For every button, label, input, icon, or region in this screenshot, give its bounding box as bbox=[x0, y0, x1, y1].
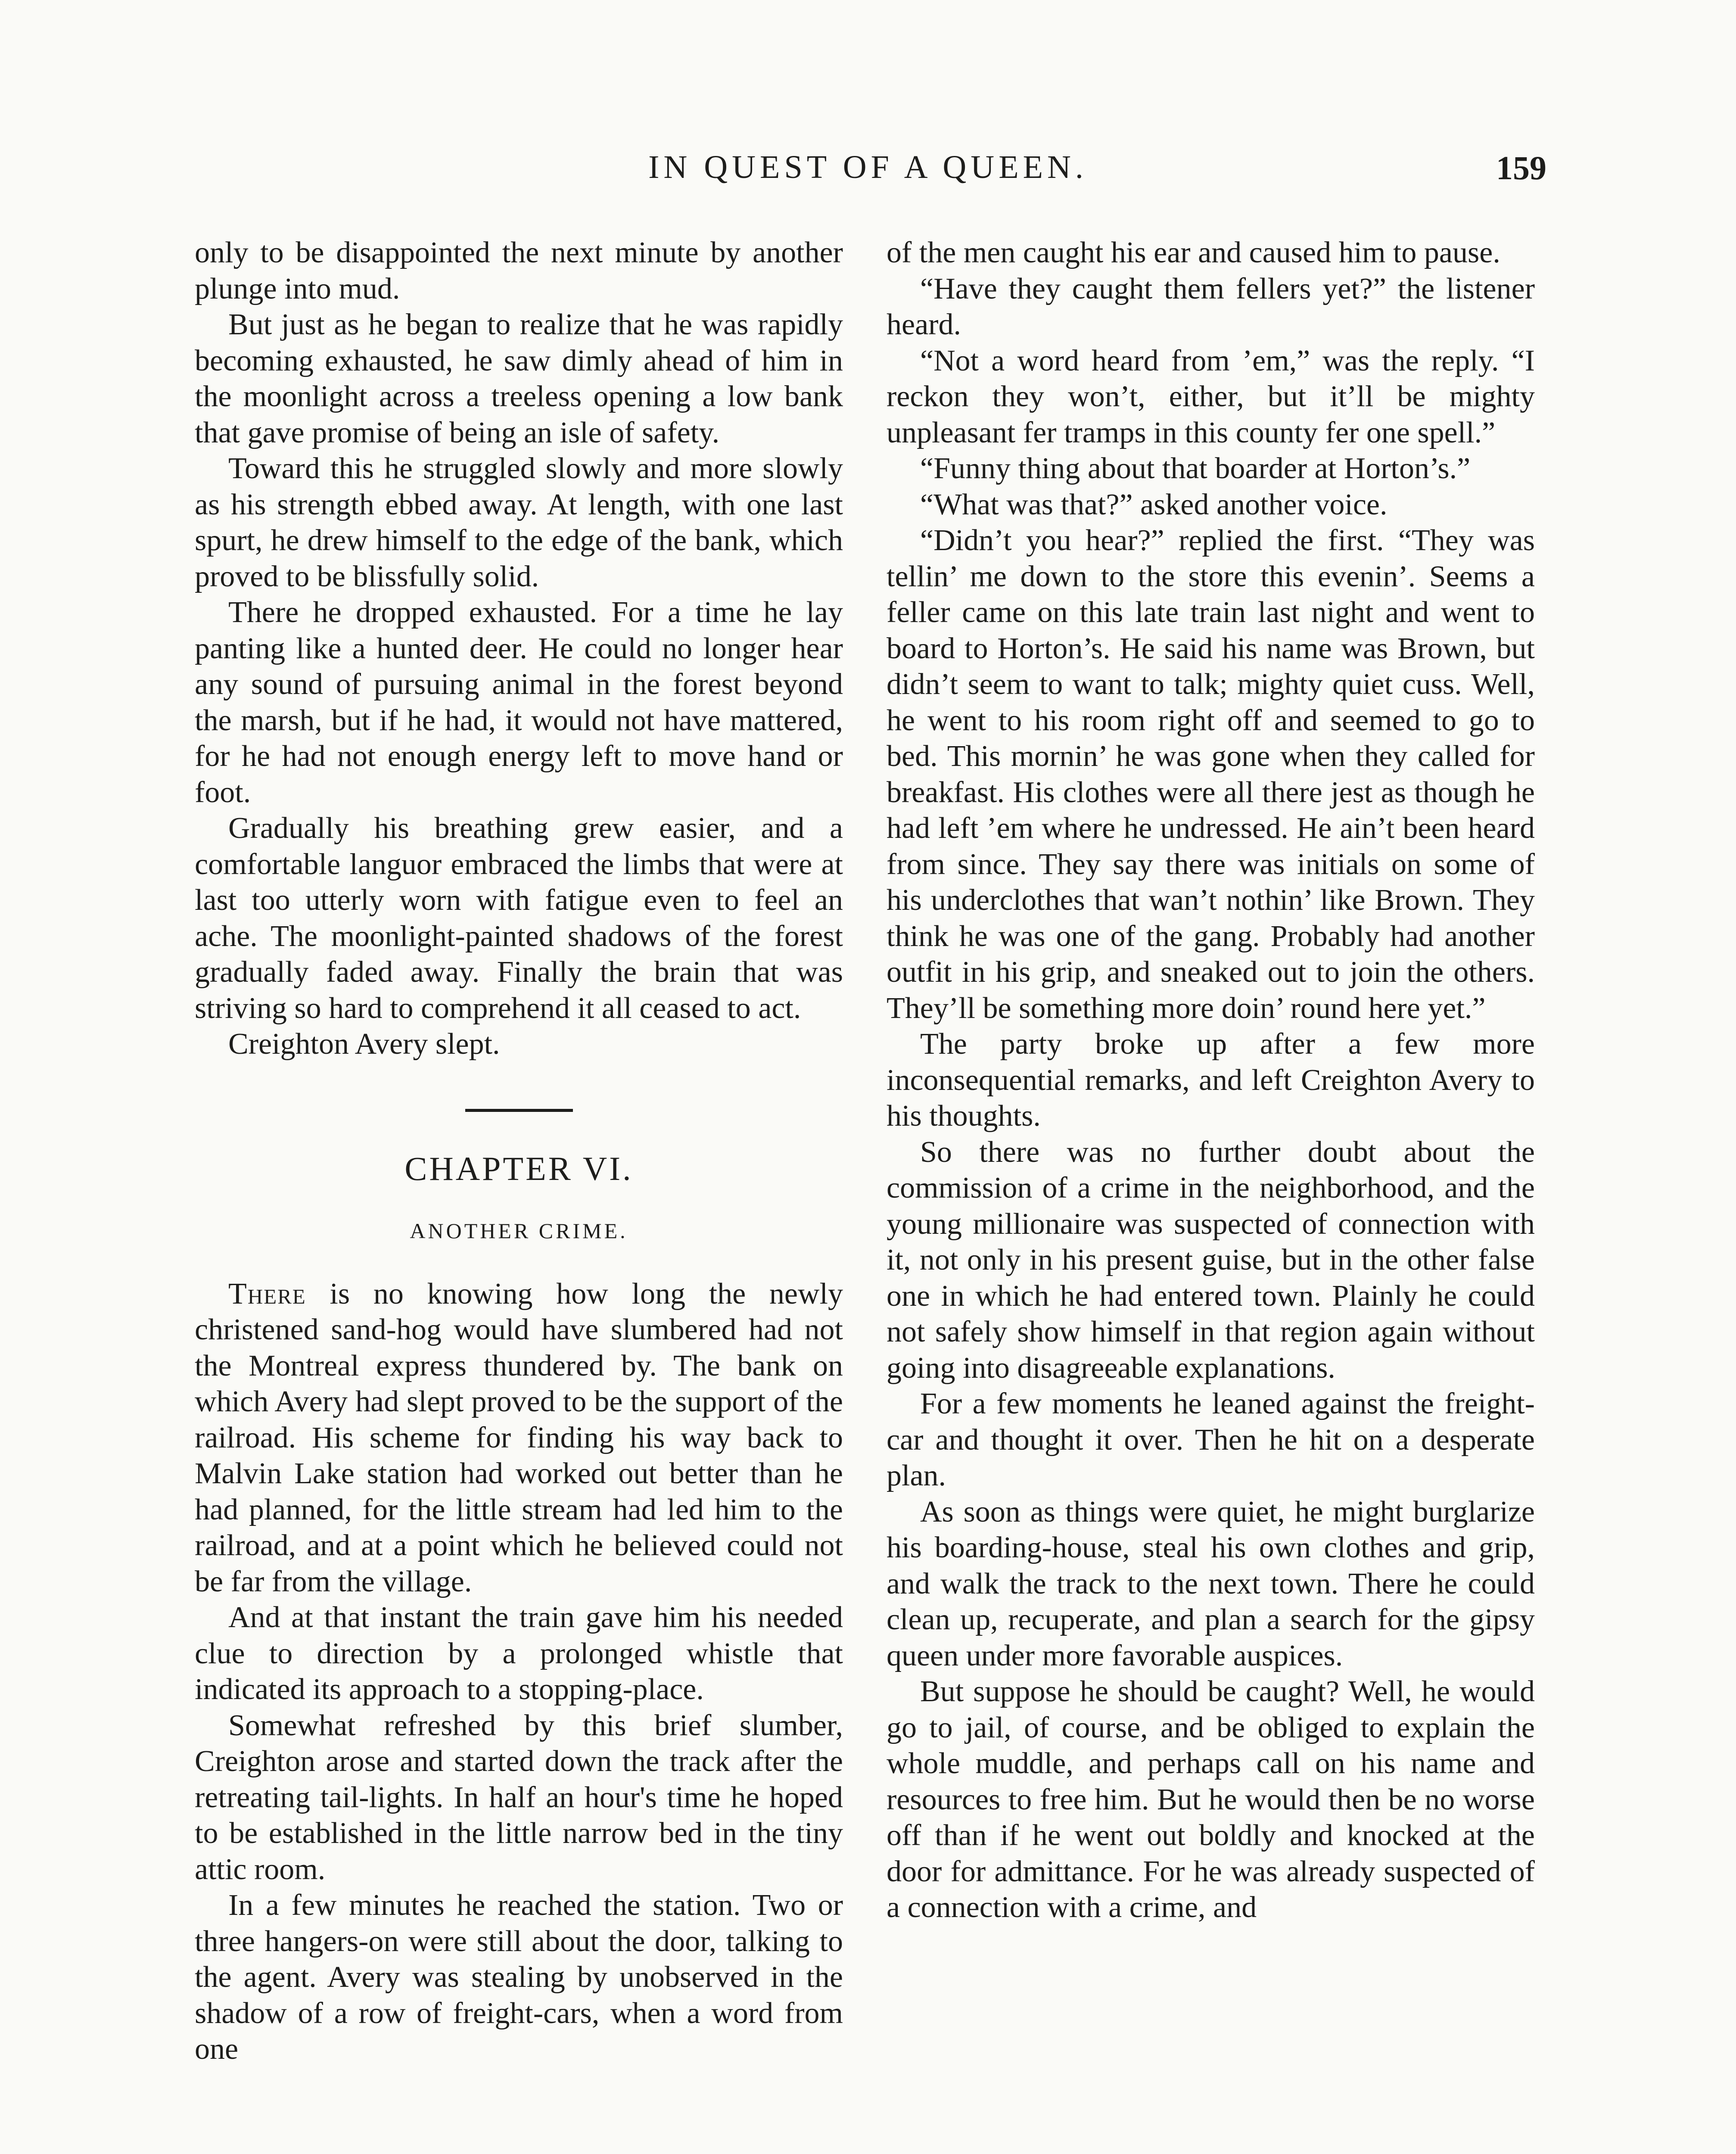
running-title: IN QUEST OF A QUEEN. bbox=[648, 149, 1088, 185]
chapter-divider-rule bbox=[465, 1109, 573, 1112]
paragraph: So there was no further doubt about the commission of a crime in the neighborhood, and the young millionaire was suspected of connection with it, not only in his present guise, but in the other false one in which he had entered town. Plainly he could not safely show himself in that region again without going into disagreeable explanations. bbox=[887, 1135, 1535, 1385]
page-header bbox=[190, 149, 1546, 196]
page-number: 159 bbox=[1496, 149, 1546, 187]
paragraph: Somewhat refreshed by this brief slumber, Creighton arose and started down the track after the retreating tail-lights. In half an hour's time he hoped to be established in the little narrow bed in the tiny attic room. bbox=[195, 1709, 843, 1886]
left-column bbox=[195, 235, 843, 2067]
paragraph: Creighton Avery slept. bbox=[228, 1027, 500, 1061]
paragraph: The party broke up after a few more inconsequential remarks, and left Creighton Avery to his thoughts. bbox=[887, 1027, 1535, 1133]
paragraph: And at that instant the train gave him his needed clue to direction by a prolonged whistle that indicated its approach to a stopping-place. bbox=[195, 1601, 843, 1706]
paragraph: In a few minutes he reached the station. Two or three hangers-on were still about the door, talking to the agent. Avery was stealing by unobserved in the shadow of a row of freight-cars, when a word from one bbox=[195, 1889, 843, 2066]
paragraph: As soon as things were quiet, he might burglarize his boarding-house, steal his own clothes and grip, and walk the track to the next town. There he could clean up, recuperate, and plan a search for the gipsy queen under more favorable auspices. bbox=[887, 1495, 1535, 1672]
paragraph: But suppose he should be caught? Well, he would go to jail, of course, and be obliged to explain the whole muddle, and perhaps call on his name and resources to free him. But he would then be no worse off than if he went out boldly and knocked at the door for admittance. For he was already suspected of a connection with a crime, and bbox=[887, 1675, 1535, 1924]
paragraph: “Have they caught them fellers yet?” the listener heard. bbox=[887, 272, 1535, 341]
paragraph: There he dropped exhausted. For a time he lay panting like a hunted deer. He could no longer hear any sound of pursuing animal in the forest beyond the marsh, but if he had, it would not have mattered, for he had not enough energy left to move hand or foot. bbox=[195, 596, 843, 809]
paragraph: only to be disappointed the next minute by another plunge into mud. bbox=[195, 236, 843, 305]
chapter-opening-paragraph bbox=[195, 1276, 843, 1600]
paragraph: “Didn’t you hear?” replied the first. “They was tellin’ me down to the store this evenin’. Seems a feller came on this late train last night and went to board to Horton’s. He said his name was Brown, but didn’t seem to want to talk; mighty quiet cuss. Well, he went to his room right off and seemed to go to bed. This mornin’ he was gone when they called for breakfast. His clothes were all there jest as though he had left ’em where he undressed. He ain’t been heard from since. They say there was initials on some of his underclothes that wan’t nothin’ like Brown. They think he was one of the gang. Probably had another outfit in his grip, and sneaked out to join the others. They’ll be something more doin’ round here yet.” bbox=[887, 524, 1535, 1025]
opening-paragraph-text: is no knowing how long the newly christened sand-hog would have slumbered had not the Montreal express thundered by. The bank on which Avery had slept proved to be the support of the railroad. His scheme for finding his way back to Malvin Lake station had worked out better than he had planned, for the little stream had led him to the railroad, and at a point which he believed could not be far from the village. bbox=[195, 1277, 843, 1598]
paragraph: For a few moments he leaned against the freight-car and thought it over. Then he hit on a desperate plan. bbox=[887, 1387, 1535, 1492]
right-column bbox=[887, 235, 1535, 1926]
paragraph: “Not a word heard from ’em,” was the reply. “I reckon they won’t, either, but it’ll be mighty unpleasant fer tramps in this county fer one spell.” bbox=[887, 344, 1535, 449]
opening-word: There bbox=[228, 1277, 306, 1310]
paragraph: But just as he began to realize that he was rapidly becoming exhausted, he saw dimly ahead of him in the moonlight across a treeless opening a low bank that gave promise of being an isle of safety. bbox=[195, 308, 843, 449]
paragraph: Gradually his breathing grew easier, and a comfortable languor embraced the limbs that were at last too utterly worn with fatigue even to feel an ache. The moonlight-painted shadows of the forest gradually faded away. Finally the brain that was striving so hard to comprehend it all ceased to act. bbox=[195, 812, 843, 1025]
chapter-title: CHAPTER VI. bbox=[404, 1149, 633, 1187]
paragraph: of the men caught his ear and caused him to pause. bbox=[887, 236, 1500, 269]
paragraph: Toward this he struggled slowly and more slowly as his strength ebbed away. At length, with one last spurt, he drew himself to the edge of the bank, which proved to be blissfully solid. bbox=[195, 452, 843, 593]
paragraph: “Funny thing about that boarder at Horton’s.” bbox=[920, 452, 1471, 485]
paragraph: “What was that?” asked another voice. bbox=[920, 488, 1388, 521]
chapter-subtitle: ANOTHER CRIME. bbox=[410, 1219, 628, 1243]
